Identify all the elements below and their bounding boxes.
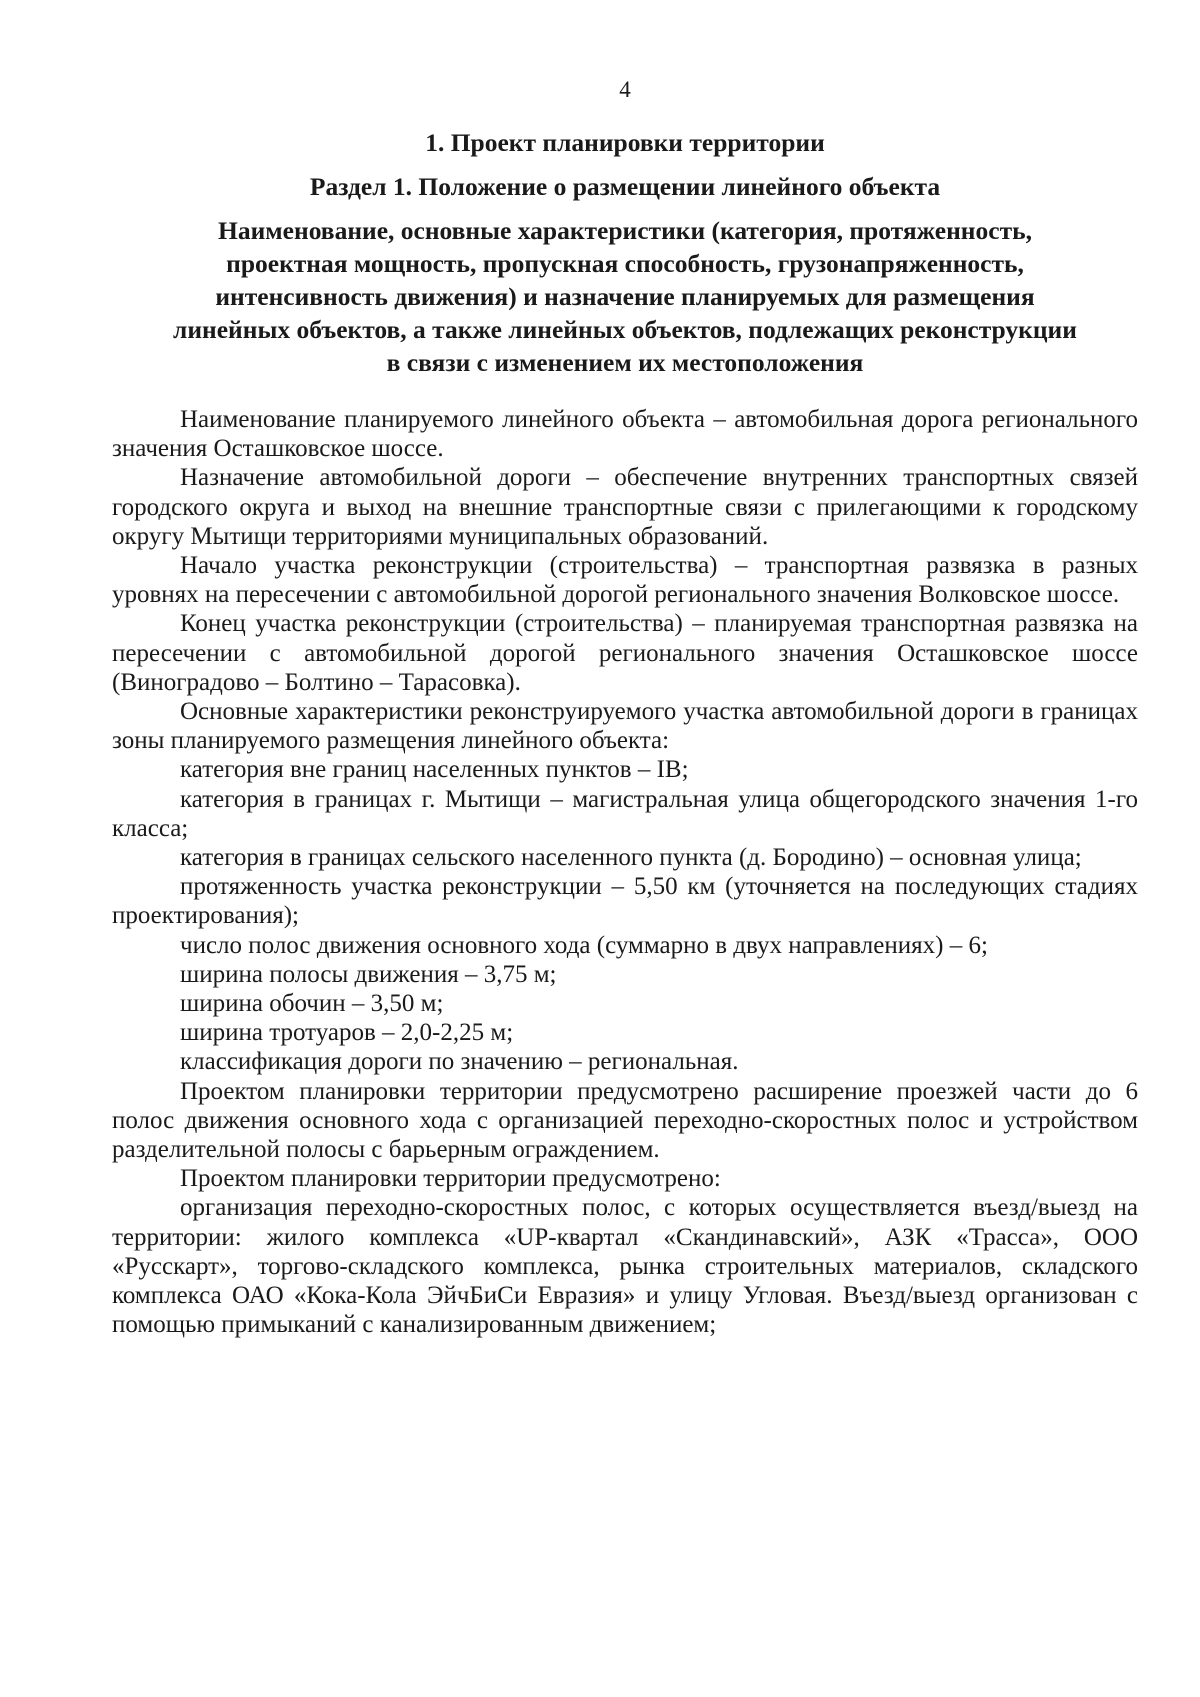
- subsection-title-line: в связи с изменением их местоположения: [386, 348, 864, 377]
- subsection-title-line: интенсивность движения) и назначение планируемых для размещения: [215, 282, 1035, 311]
- paragraph-widening: Проектом планировки территории предусмотрено расширение проезжей части до 6 полос движения основного хода с организацией переходно-скоростных полос и устройством разделительной полосы с барьерным ограждением.: [112, 1077, 1138, 1164]
- paragraph-provisions-intro: Проектом планировки территории предусмотрено:: [180, 1165, 721, 1193]
- characteristic-item: категория в границах г. Мытищи – магистральная улица общегородского значения 1-го класса;: [112, 785, 1138, 842]
- subsection-title-line: Наименование, основные характеристики (категория, протяженность,: [218, 216, 1032, 245]
- characteristic-item: протяженность участка реконструкции – 5,50 км (уточняется на последующих стадиях проектирования);: [112, 873, 1138, 930]
- characteristic-item: число полос движения основного хода (суммарно в двух направлениях) – 6;: [180, 931, 988, 959]
- characteristic-item: категория вне границ населенных пунктов – IB;: [180, 756, 689, 784]
- section-title: Раздел 1. Положение о размещении линейного объекта: [309, 172, 941, 201]
- paragraph-section-end: Конец участка реконструкции (строительства) – планируемая транспортная развязка на пересечении с автомобильной дорогой регионального значения Осташковское шоссе (Виноградово – Болтино – Тарасовка).: [112, 610, 1138, 696]
- characteristic-item: классификация дороги по значению – региональная.: [180, 1048, 739, 1076]
- characteristics-list: [112, 755, 1138, 1076]
- document-title: 1. Проект планировки территории: [425, 128, 825, 157]
- subsection-title-line: проектная мощность, пропускная способность, грузонапряженность,: [226, 249, 1024, 278]
- paragraph-road-purpose: Назначение автомобильной дороги – обеспечение внутренних транспортных связей городского округа и выход на внешние транспортные связи с прилегающими к городскому округу Мытищи территориями муниципальных образований.: [112, 464, 1138, 550]
- subsection-title-line: линейных объектов, а также линейных объектов, подлежащих реконструкции: [173, 315, 1077, 344]
- characteristic-item: ширина обочин – 3,50 м;: [180, 990, 444, 1018]
- characteristic-item: ширина полосы движения – 3,75 м;: [180, 960, 557, 988]
- subsection-title: [112, 214, 1138, 379]
- paragraph-object-name: Наименование планируемого линейного объекта – автомобильная дорога регионального значения Осташковское шоссе.: [112, 406, 1138, 463]
- paragraph-characteristics-intro: Основные характеристики реконструируемого участка автомобильной дороги в границах зоны планируемого размещения линейного объекта:: [112, 698, 1138, 755]
- paragraph-transition-lanes: организация переходно-скоростных полос, с которых осуществляется въезд/выезд на территории: жилого комплекса «UP-квартал «Скандинавский», АЗК «Трасса», ООО «Русскарт», торгово-складского комплекса, рынка строительных материалов, складского комплекса ОАО «Кока-Кола ЭйчБиСи Евразия» и улицу Угловая. Въезд/выезд организован с помощью примыканий с канализированным движением;: [112, 1194, 1138, 1339]
- characteristic-item: категория в границах сельского населенного пункта (д. Бородино) – основная улица;: [180, 844, 1082, 872]
- characteristic-item: ширина тротуаров – 2,0-2,25 м;: [180, 1019, 514, 1047]
- document-body: [112, 405, 1138, 1340]
- page-number: 4: [619, 77, 631, 102]
- paragraph-section-start: Начало участка реконструкции (строительства) – транспортная развязка в разных уровнях на пересечении с автомобильной дорогой регионального значения Волковское шоссе.: [112, 552, 1138, 609]
